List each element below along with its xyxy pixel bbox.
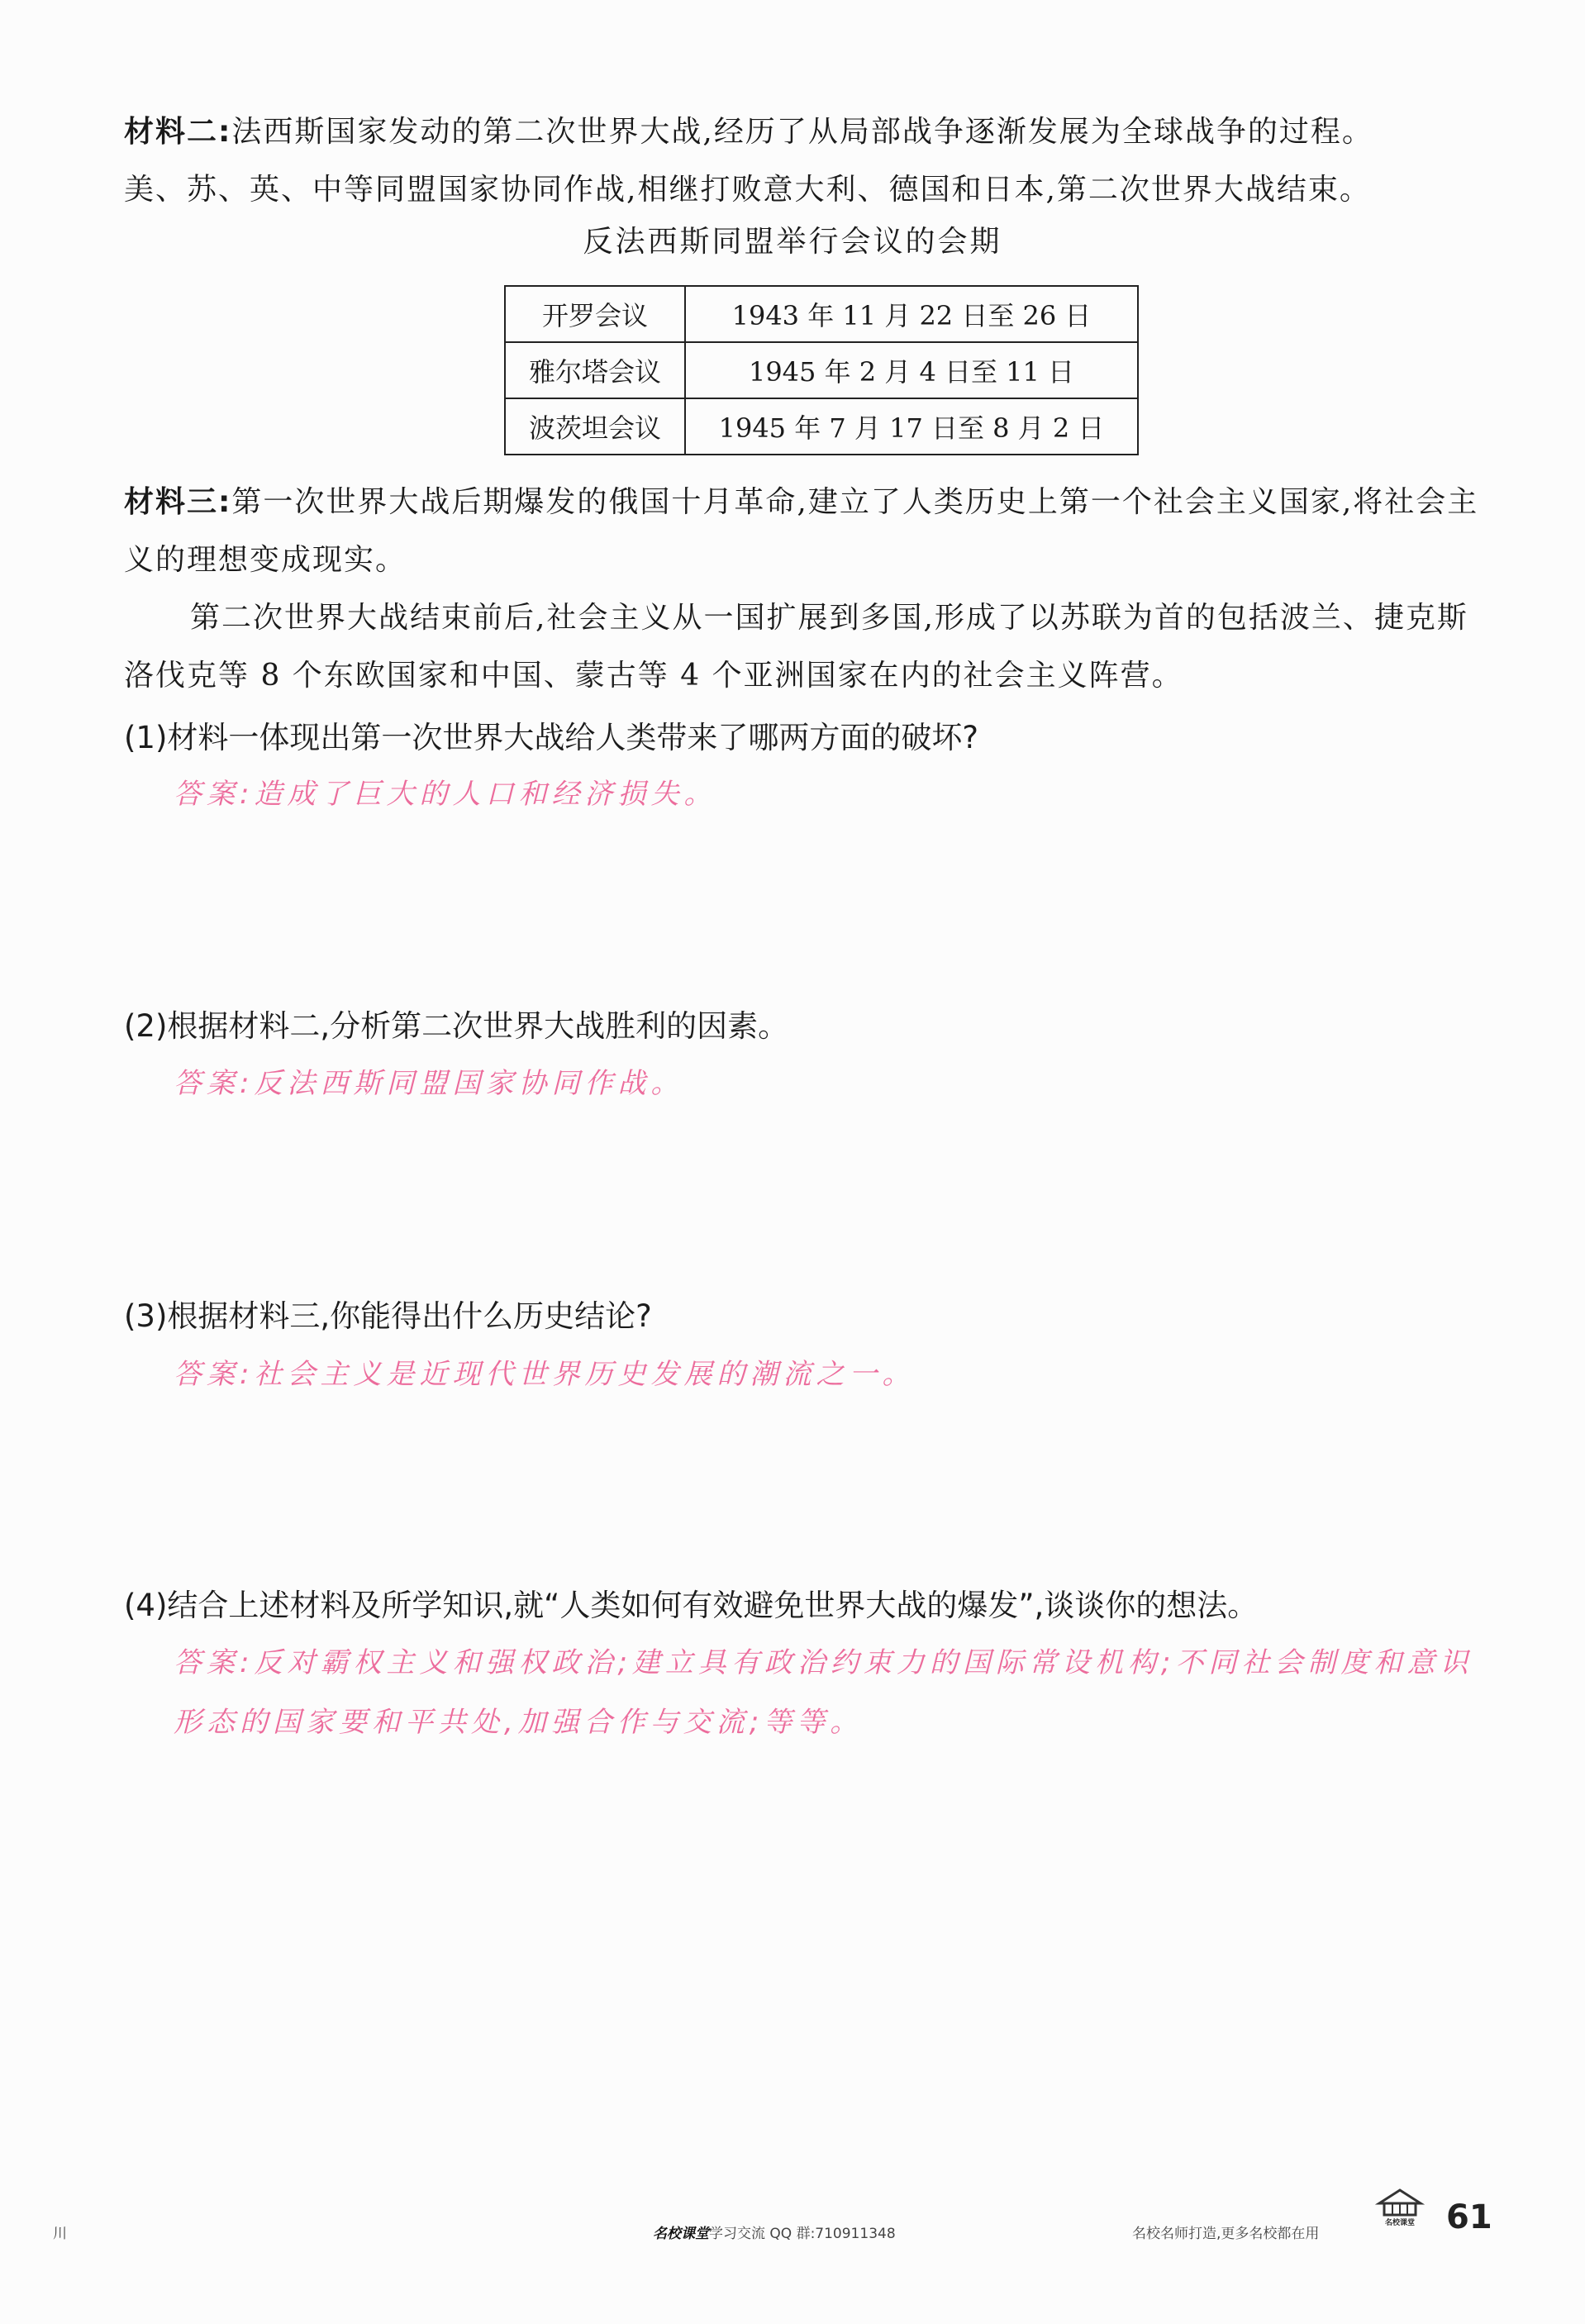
meeting-date: 1943 年 11 月 22 日至 26 日 bbox=[685, 286, 1138, 342]
material-2-text-line1: 法西斯国家发动的第二次世界大战,经历了从局部战争逐渐发展为全球战争的过程。 bbox=[231, 115, 1373, 149]
answer-1: 答案:造成了巨大的人口和经济损失。 bbox=[174, 778, 717, 811]
meeting-name: 开罗会议 bbox=[505, 286, 685, 342]
footer-right-text: 名校名师打造,更多名校都在用 bbox=[1132, 2226, 1320, 2242]
material-2-label: 材料二: bbox=[124, 115, 232, 149]
footer-center bbox=[653, 2222, 896, 2242]
answer-2: 答案:反法西斯同盟国家协同作战。 bbox=[174, 1067, 684, 1100]
table-row bbox=[505, 342, 1138, 398]
question-3: (3)根据材料三,你能得出什么历史结论? bbox=[124, 1298, 652, 1334]
meeting-date: 1945 年 2 月 4 日至 11 日 bbox=[685, 342, 1138, 398]
material-3-label: 材料三: bbox=[124, 485, 232, 519]
table-row bbox=[505, 398, 1138, 455]
answer-3: 答案:社会主义是近现代世界历史发展的潮流之一。 bbox=[174, 1358, 916, 1391]
question-2: (2)根据材料二,分析第二次世界大战胜利的因素。 bbox=[124, 1008, 789, 1044]
meeting-name: 波茨坦会议 bbox=[505, 398, 685, 455]
answer-4: 答案:反对霸权主义和强权政治;建立具有政治约束力的国际常设机构;不同社会制度和意识形态的国家要和平共处,加强合作与交流;等等。 bbox=[174, 1646, 1473, 1739]
table-row bbox=[505, 286, 1138, 342]
question-1: (1)材料一体现出第一次世界大战给人类带来了哪两方面的破坏? bbox=[124, 720, 979, 755]
footer-left-mark: 川 bbox=[53, 2226, 67, 2242]
page-number: 61 bbox=[1446, 2198, 1492, 2236]
footer-center-text: 学习交流 QQ 群:710911348 bbox=[709, 2226, 896, 2242]
footer-brand: 名校课堂 bbox=[653, 2226, 709, 2242]
material-2-paragraph bbox=[124, 103, 1479, 219]
school-logo-icon bbox=[1374, 2187, 1426, 2226]
material-3-text: 第一次世界大战后期爆发的俄国十月革命,建立了人类历史上第一个社会主义国家,将社会主义的理想变成现实。 bbox=[124, 485, 1479, 577]
meetings-table bbox=[504, 285, 1139, 455]
table-title: 反法西斯同盟举行会议的会期 bbox=[583, 225, 1002, 259]
material-3-paragraph-1 bbox=[124, 474, 1479, 589]
question-4: (4)结合上述材料及所学知识,就“人类如何有效避免世界大战的爆发”,谈谈你的想法。 bbox=[124, 1588, 1259, 1623]
material-2-text-line2: 美、苏、英、中等同盟国家协同作战,相继打败意大利、德国和日本,第二次世界大战结束。 bbox=[124, 173, 1371, 207]
meeting-name: 雅尔塔会议 bbox=[505, 342, 685, 398]
material-3-paragraph-2: 第二次世界大战结束前后,社会主义从一国扩展到多国,形成了以苏联为首的包括波兰、捷克斯洛伐克等 8 个东欧国家和中国、蒙古等 4 个亚洲国家在内的社会主义阵营。 bbox=[124, 601, 1468, 693]
logo-caption: 名校课堂 bbox=[1384, 2219, 1416, 2226]
meeting-date: 1945 年 7 月 17 日至 8 月 2 日 bbox=[685, 398, 1138, 455]
